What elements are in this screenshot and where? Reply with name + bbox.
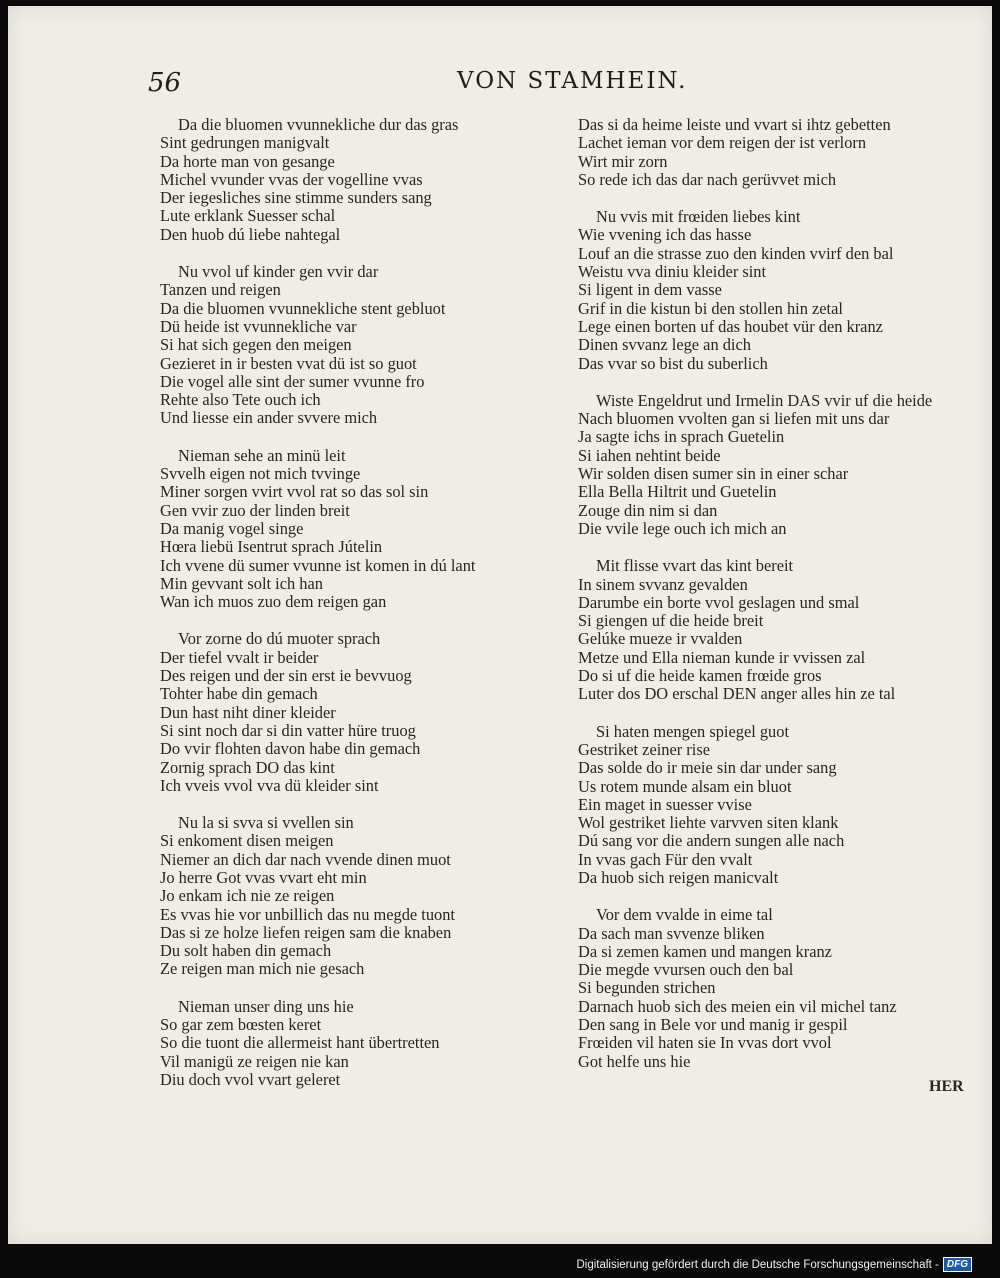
verse-line: Wir solden disen sumer sin in einer schar: [578, 464, 849, 484]
verse-line: Da die bluomen vvunnekliche dur das gras: [178, 115, 459, 134]
verse-line: Jo enkam ich nie ze reigen: [160, 886, 335, 906]
verse-line: Lachet ieman vor dem reigen der ist verlorn: [578, 133, 867, 153]
book-page: [8, 6, 992, 1244]
dfg-logo: DFG: [943, 1257, 972, 1272]
page-number: 56: [148, 68, 182, 98]
verse-line: Darnach huob sich des meien ein vil michel tanz: [578, 996, 897, 1016]
verse-line: Die vvile lege ouch ich mich an: [578, 518, 787, 538]
verse-line: Darumbe ein borte vvol geslagen und smal: [578, 592, 860, 612]
verse-line: Min gevvant solt ich han: [160, 573, 323, 593]
verse-line: Si giengen uf die heide breit: [578, 611, 764, 631]
verse-line: Gelúke mueze ir vvalden: [578, 629, 743, 649]
verse-line: Miner sorgen vvirt vvol rat so das sol sin: [160, 482, 429, 502]
verse-line: Nu vvol uf kinder gen vvir dar: [178, 262, 379, 282]
verse-line: Jo herre Got vvas vvart eht min: [160, 867, 367, 887]
verse-line: Sint gedrungen manigvalt: [160, 133, 330, 153]
verse-line: Weistu vva diniu kleider sint: [578, 262, 767, 282]
verse-line: Nu vvis mit frœiden liebes kint: [596, 207, 801, 227]
verse-line: Das solde do ir meie sin dar under sang: [578, 758, 837, 778]
verse-line: Mit flisse vvart das kint bereit: [596, 556, 794, 576]
stanza: [578, 208, 983, 373]
verse-line: Gestriket zeiner rise: [578, 739, 710, 759]
verse-line: Ella Bella Hiltrit und Guetelin: [578, 482, 777, 502]
verse-line: Da manig vogel singe: [160, 518, 304, 538]
verse-line: Das vvar so bist du suberlich: [578, 353, 768, 373]
verse-line: Wan ich muos zuo dem reigen gan: [160, 592, 387, 612]
stanza: [578, 557, 983, 703]
verse-line: Si sint noch dar si din vatter hüre truog: [160, 720, 416, 740]
verse-line: Si iahen nehtint beide: [578, 445, 721, 465]
verse-line: Louf an die strasse zuo den kinden vvirf den bal: [578, 243, 894, 263]
left-column: [160, 116, 555, 1108]
stanza: [578, 392, 983, 538]
verse-line: Zouge din nim si dan: [578, 500, 718, 520]
verse-line: Luter dos DO erschal DEN anger alles hin ze tal: [578, 684, 896, 704]
verse-line: Lute erklank Suesser schal: [160, 206, 336, 226]
verse-line: Der iegesliches sine stimme sunders sang: [160, 188, 432, 208]
verse-line: Dinen svvanz lege an dich: [578, 335, 751, 355]
verse-line: Metze und Ella nieman kunde ir vvissen zal: [578, 647, 866, 667]
verse-line: Da si zemen kamen und mangen kranz: [578, 941, 832, 961]
verse-line: Dú sang vor die andern sungen alle nach: [578, 831, 845, 851]
verse-line: Zornig sprach DO das kint: [160, 757, 335, 777]
catchword: HER: [929, 1078, 964, 1095]
verse-line: Si haten mengen spiegel guot: [596, 721, 790, 741]
verse-line: Frœiden vil haten sie In vvas dort vvol: [578, 1033, 832, 1053]
verse-line: Tohter habe din gemach: [160, 684, 318, 704]
verse-line: Us rotem munde alsam ein bluot: [578, 776, 792, 796]
verse-line: Und liesse ein ander svvere mich: [160, 408, 378, 428]
verse-line: Grif in die kistun bi den stollen hin zetal: [578, 298, 843, 318]
footer-credit: [576, 1257, 972, 1272]
stanza: [160, 447, 555, 612]
verse-line: Do vvir flohten davon habe din gemach: [160, 739, 421, 759]
verse-line: Do si uf die heide kamen frœide gros: [578, 666, 822, 686]
verse-line: Svvelh eigen not mich tvvinge: [160, 464, 361, 484]
stanza: [160, 630, 555, 795]
verse-line: Die megde vvursen ouch den bal: [578, 960, 794, 980]
verse-line: Si begunden strichen: [578, 978, 716, 998]
verse-line: Tanzen und reigen: [160, 280, 281, 300]
verse-line: Wirt mir zorn: [578, 151, 668, 171]
verse-line: In vvas gach Für den vvalt: [578, 849, 753, 869]
verse-line: Wol gestriket liehte varvven siten klank: [578, 813, 839, 833]
verse-line: Den sang in Bele vor und manig ir gespil: [578, 1015, 848, 1035]
verse-line: In sinem svvanz gevalden: [578, 574, 748, 594]
verse-line: Nieman unser ding uns hie: [178, 996, 354, 1016]
verse-line: So die tuont die allermeist hant übertretten: [160, 1033, 440, 1053]
verse-line: Dü heide ist vvunnekliche var: [160, 316, 357, 336]
verse-line: Ja sagte ichs in sprach Guetelin: [578, 427, 785, 447]
verse-line: Gen vvir zuo der linden breit: [160, 500, 350, 520]
verse-line: Michel vvunder vvas der vogelline vvas: [160, 169, 423, 189]
verse-line: Vor dem vvalde in eime tal: [596, 905, 773, 925]
verse-line: Niemer an dich dar nach vvende dinen muot: [160, 849, 451, 869]
verse-line: Rehte also Tete ouch ich: [160, 390, 321, 410]
verse-line: Gezieret in ir besten vvat dü ist so guot: [160, 353, 417, 373]
verse-line: Ein maget in suesser vvise: [578, 794, 752, 814]
stanza: [160, 263, 555, 428]
verse-line: Si hat sich gegen den meigen: [160, 335, 352, 355]
verse-line: Nieman sehe an minü leit: [178, 445, 346, 465]
verse-line: Der tiefel vvalt ir beider: [160, 647, 319, 667]
verse-line: Des reigen und der sin erst ie bevvuog: [160, 666, 412, 686]
verse-line: Nu la si svva si vvellen sin: [178, 813, 354, 833]
verse-line: Da horte man von gesange: [160, 151, 335, 171]
verse-line: Den huob dú liebe nahtegal: [160, 224, 341, 244]
verse-line: Du solt haben din gemach: [160, 941, 332, 961]
stanza: [578, 723, 983, 888]
footer-text: Digitalisierung gefördert durch die Deutsche Forschungsgemeinschaft -: [576, 1258, 939, 1271]
verse-line: Da sach man svvenze bliken: [578, 923, 765, 943]
verse-line: Ich vveis vvol vva dü kleider sint: [160, 775, 379, 795]
verse-line: Dun hast niht diner kleider: [160, 702, 336, 722]
verse-line: Die vogel alle sint der sumer vvunne fro: [160, 371, 425, 391]
verse-line: So rede ich das dar nach gerüvvet mich: [578, 169, 837, 189]
verse-line: Lege einen borten uf das houbet vür den kranz: [578, 316, 883, 336]
stanza: [578, 116, 983, 189]
verse-line: Da die bluomen vvunnekliche stent gebluot: [160, 298, 446, 318]
stanza: [160, 814, 555, 979]
verse-line: Das si ze holze liefen reigen sam die knaben: [160, 922, 452, 942]
verse-line: Da huob sich reigen manicvalt: [578, 867, 779, 887]
verse-line: Si ligent in dem vasse: [578, 280, 722, 300]
verse-line: So gar zem bœsten keret: [160, 1015, 322, 1035]
stanza: [160, 116, 555, 244]
verse-line: Si enkoment disen meigen: [160, 831, 334, 851]
verse-line: Diu doch vvol vvart geleret: [160, 1069, 341, 1089]
verse-line: Vor zorne do dú muoter sprach: [178, 629, 381, 649]
verse-line: Vil manigü ze reigen nie kan: [160, 1051, 349, 1071]
verse-line: Ze reigen man mich nie gesach: [160, 959, 365, 979]
running-head: VON STAMHEIN.: [457, 68, 688, 94]
verse-line: Nach bluomen vvolten gan si liefen mit uns dar: [578, 409, 890, 429]
stanza: [160, 998, 555, 1089]
verse-line: Ich vvene dü sumer vvunne ist komen in dú lant: [160, 555, 476, 575]
verse-line: Got helfe uns hie: [578, 1051, 691, 1071]
right-column: [578, 116, 983, 1090]
stanza: [578, 906, 983, 1071]
verse-line: Hœra liebü Isentrut sprach Jútelin: [160, 537, 383, 557]
verse-line: Das si da heime leiste und vvart si ihtz gebetten: [578, 115, 891, 134]
verse-line: Es vvas hie vor unbillich das nu megde tuont: [160, 904, 455, 924]
verse-line: Wiste Engeldrut und Irmelin DAS vvir uf die heide: [596, 390, 933, 410]
verse-line: Wie vvening ich das hasse: [578, 225, 752, 245]
